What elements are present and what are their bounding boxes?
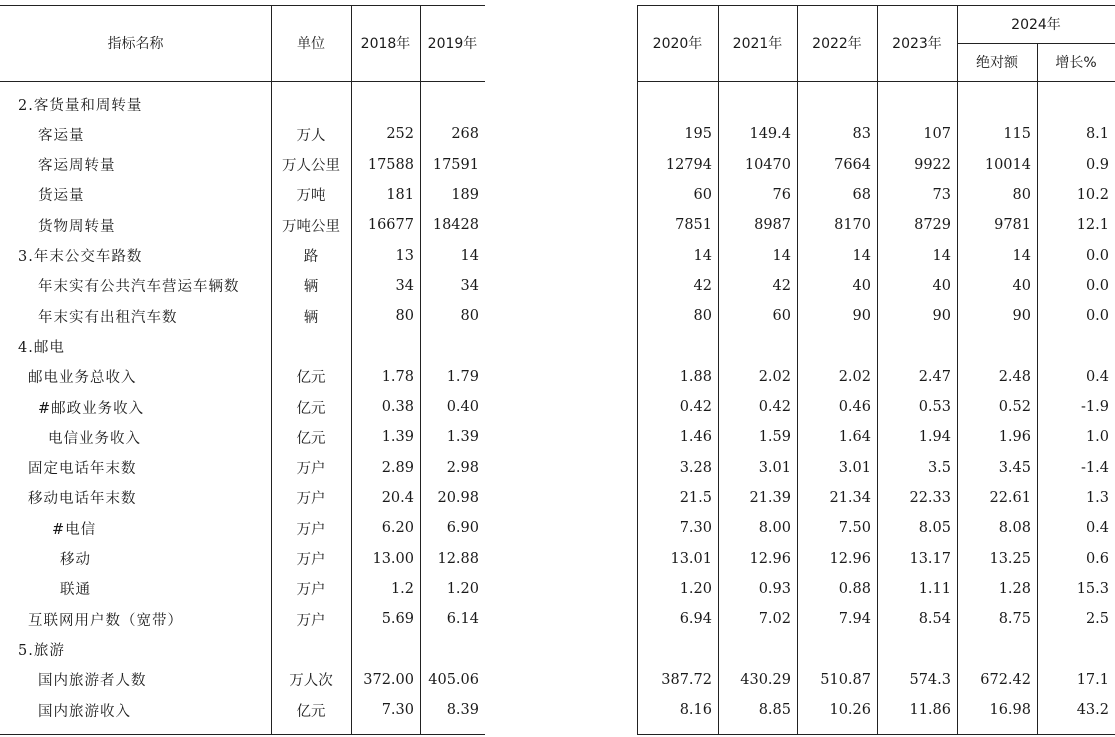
- value-cell: 15.3: [1076, 580, 1109, 597]
- header-absolute-value: 绝对额: [976, 55, 1018, 71]
- value-cell: 17.1: [1076, 671, 1109, 688]
- value-cell: [1037, 89, 1115, 119]
- value-cell: 90: [932, 308, 951, 325]
- value-cell: 7851: [675, 217, 712, 234]
- value-cell: [351, 634, 420, 664]
- value-cell: 430.29: [740, 671, 791, 688]
- value-cell: 34: [395, 277, 414, 294]
- unit-cell: [271, 331, 351, 361]
- value-cell: 8.1: [1085, 126, 1109, 143]
- value-cell: 83: [852, 126, 871, 143]
- value-cell: 43.2: [1076, 702, 1109, 718]
- table-row: [637, 513, 1115, 543]
- value-cell: 2.89: [381, 459, 414, 476]
- indicator-name: 2.客货量和周转量: [18, 97, 143, 114]
- value-cell: 8.16: [679, 702, 712, 718]
- indicator-name: 3.年末公交车路数: [18, 249, 143, 265]
- value-cell: 14: [772, 247, 791, 264]
- value-cell: 181: [386, 186, 414, 203]
- value-cell: 0.42: [679, 399, 712, 415]
- value-cell: 2.02: [758, 368, 791, 385]
- value-cell: 574.3: [909, 671, 951, 688]
- value-cell: 13.17: [909, 550, 951, 567]
- table-row: [637, 241, 1115, 271]
- value-cell: 1.3: [1085, 489, 1109, 506]
- value-cell: [420, 89, 485, 119]
- value-cell: [797, 634, 877, 664]
- unit-cell: 万户: [296, 491, 326, 508]
- header-growth-percent: 增长%: [1055, 55, 1097, 71]
- value-cell: [718, 89, 797, 119]
- value-cell: 1.96: [998, 429, 1031, 446]
- value-cell: 1.78: [381, 368, 414, 385]
- table-row: [0, 422, 485, 452]
- indicator-name: 年末实有公共汽车营运车辆数: [38, 279, 240, 296]
- value-cell: 1.39: [446, 429, 479, 446]
- value-cell: 0.0: [1085, 277, 1109, 294]
- value-cell: 6.20: [381, 520, 414, 537]
- unit-cell: 万户: [296, 552, 326, 568]
- table-row: [0, 89, 485, 119]
- indicator-name: 互联网用户数（宽带）: [28, 612, 183, 629]
- table-row: [637, 150, 1115, 180]
- value-cell: 10470: [744, 156, 791, 173]
- value-cell: 8170: [834, 217, 871, 234]
- value-cell: 1.46: [679, 429, 712, 446]
- value-cell: 189: [451, 186, 479, 203]
- table-row: [637, 271, 1115, 301]
- value-cell: 3.01: [758, 459, 791, 476]
- header-year-2019: 2019年: [427, 36, 478, 52]
- value-cell: [1037, 331, 1115, 361]
- indicator-name: 货运量: [38, 188, 85, 205]
- value-cell: [718, 331, 797, 361]
- table-row: [0, 301, 485, 331]
- table-row: [637, 331, 1115, 361]
- table-row: [0, 544, 485, 574]
- value-cell: [637, 634, 718, 664]
- value-cell: 1.88: [679, 368, 712, 385]
- table-row: [0, 362, 485, 392]
- value-cell: 1.39: [381, 429, 414, 446]
- value-cell: 0.6: [1085, 550, 1109, 567]
- value-cell: 1.94: [918, 429, 951, 446]
- value-cell: 149.4: [749, 126, 791, 143]
- value-cell: [957, 89, 1037, 119]
- indicator-name: 年末实有出租汽车数: [38, 309, 178, 326]
- table-row: [0, 392, 485, 422]
- unit-cell: 路: [303, 249, 319, 265]
- table-row: [637, 634, 1115, 664]
- table-row: [0, 210, 485, 240]
- table-row: [0, 453, 485, 483]
- value-cell: 40: [1012, 277, 1031, 294]
- table-row: [0, 119, 485, 149]
- value-cell: 10.26: [829, 702, 871, 718]
- unit-cell: 万户: [296, 612, 326, 629]
- value-cell: 2.98: [446, 459, 479, 476]
- table-row: [637, 544, 1115, 574]
- table-row: [0, 271, 485, 301]
- indicator-name: 客运周转量: [38, 158, 116, 175]
- value-cell: 1.0: [1085, 429, 1109, 446]
- table-row: [637, 392, 1115, 422]
- value-cell: 3.5: [927, 459, 951, 476]
- value-cell: 6.94: [679, 611, 712, 628]
- unit-cell: [271, 634, 351, 664]
- unit-cell: 万人: [296, 127, 326, 144]
- value-cell: 0.4: [1085, 520, 1109, 537]
- value-cell: 252: [386, 126, 414, 143]
- value-cell: 42: [772, 277, 791, 294]
- value-cell: 14: [932, 247, 951, 264]
- value-cell: 8.75: [998, 611, 1031, 628]
- value-cell: 0.52: [998, 399, 1031, 415]
- table-row: [637, 89, 1115, 119]
- bottom-rule: [0, 734, 485, 735]
- value-cell: 12794: [665, 156, 712, 173]
- value-cell: 73: [932, 186, 951, 203]
- value-cell: 21.39: [749, 489, 791, 506]
- table-row: [0, 695, 485, 725]
- value-cell: 9781: [994, 217, 1031, 234]
- value-cell: 1.64: [838, 429, 871, 446]
- indicator-name: 货物周转量: [38, 218, 116, 235]
- unit-cell: 万户: [296, 461, 326, 478]
- indicator-name: 移动电话年末数: [28, 491, 137, 508]
- unit-cell: 万人公里: [282, 158, 340, 175]
- value-cell: 0.53: [918, 399, 951, 415]
- table-row: [637, 695, 1115, 725]
- indicator-name: 5.旅游: [18, 642, 65, 659]
- table-row: [637, 362, 1115, 392]
- value-cell: 8.54: [918, 611, 951, 628]
- value-cell: [957, 331, 1037, 361]
- unit-cell: 亿元: [296, 430, 326, 447]
- value-cell: 1.20: [446, 580, 479, 597]
- value-cell: 16.98: [989, 702, 1031, 718]
- value-cell: 107: [923, 126, 951, 143]
- value-cell: 3.01: [838, 459, 871, 476]
- value-cell: 8.39: [446, 702, 479, 718]
- value-cell: [1037, 634, 1115, 664]
- value-cell: 14: [460, 247, 479, 264]
- unit-cell: 辆: [303, 309, 319, 326]
- value-cell: 90: [1012, 308, 1031, 325]
- value-cell: [351, 89, 420, 119]
- bottom-rule: [637, 734, 1115, 735]
- value-cell: [637, 89, 718, 119]
- value-cell: 8.08: [998, 520, 1031, 537]
- table-row: [0, 665, 485, 695]
- unit-cell: 万户: [296, 521, 326, 538]
- value-cell: [877, 634, 957, 664]
- value-cell: 13.25: [989, 550, 1031, 567]
- indicator-name: 客运量: [38, 127, 85, 144]
- value-cell: 1.79: [446, 368, 479, 385]
- value-cell: 9922: [914, 156, 951, 173]
- indicator-name: 国内旅游收入: [38, 703, 131, 720]
- unit-cell: 万人次: [289, 673, 333, 690]
- value-cell: 10014: [984, 156, 1031, 173]
- table-row: [637, 180, 1115, 210]
- value-cell: 6.90: [446, 520, 479, 537]
- table-row: [0, 574, 485, 604]
- unit-cell: 辆: [303, 279, 319, 296]
- header-indicator-name: 指标名称: [107, 36, 164, 52]
- value-cell: 60: [693, 186, 712, 203]
- value-cell: 12.96: [749, 550, 791, 567]
- indicator-name: 移动: [60, 552, 91, 568]
- table-row: [637, 665, 1115, 695]
- value-cell: 18428: [432, 217, 479, 234]
- header-year-2021: 2021年: [732, 36, 783, 52]
- value-cell: 21.5: [679, 489, 712, 506]
- indicator-name: 国内旅游者人数: [38, 673, 147, 690]
- value-cell: 6.14: [446, 611, 479, 628]
- value-cell: 10.2: [1076, 186, 1109, 203]
- table-row: [637, 604, 1115, 634]
- value-cell: 0.40: [446, 399, 479, 415]
- value-cell: 14: [693, 247, 712, 264]
- value-cell: 17591: [432, 156, 479, 173]
- value-cell: 14: [1012, 247, 1031, 264]
- value-cell: 3.45: [998, 459, 1031, 476]
- header-year-2020: 2020年: [652, 36, 703, 52]
- value-cell: 7.02: [758, 611, 791, 628]
- value-cell: [797, 331, 877, 361]
- table-row: [0, 331, 485, 361]
- value-cell: 2.02: [838, 368, 871, 385]
- value-cell: 387.72: [661, 671, 712, 688]
- value-cell: 0.9: [1085, 156, 1109, 173]
- table-row: [637, 483, 1115, 513]
- value-cell: [420, 331, 485, 361]
- value-cell: 510.87: [820, 671, 871, 688]
- table-row: [0, 241, 485, 271]
- value-cell: 7.94: [838, 611, 871, 628]
- value-cell: 405.06: [428, 671, 479, 688]
- header-rule: [0, 81, 485, 82]
- unit-cell: 亿元: [296, 703, 326, 720]
- value-cell: 195: [684, 126, 712, 143]
- value-cell: 7.50: [838, 520, 871, 537]
- indicator-name: 电信业务收入: [48, 430, 141, 447]
- unit-cell: 亿元: [296, 400, 326, 417]
- value-cell: 80: [1012, 186, 1031, 203]
- value-cell: 1.28: [998, 580, 1031, 597]
- value-cell: [957, 634, 1037, 664]
- value-cell: 268: [451, 126, 479, 143]
- value-cell: 60: [772, 308, 791, 325]
- value-cell: 12.96: [829, 550, 871, 567]
- value-cell: 42: [693, 277, 712, 294]
- value-cell: 76: [772, 186, 791, 203]
- value-cell: 40: [932, 277, 951, 294]
- value-cell: 13.00: [372, 550, 414, 567]
- header-unit: 单位: [297, 36, 325, 52]
- value-cell: 372.00: [363, 671, 414, 688]
- unit-cell: 万吨公里: [282, 218, 340, 235]
- value-cell: 0.4: [1085, 368, 1109, 385]
- indicator-name: 邮电业务总收入: [28, 370, 137, 387]
- value-cell: 20.4: [381, 489, 414, 506]
- value-cell: 80: [460, 308, 479, 325]
- value-cell: [877, 89, 957, 119]
- value-cell: 12.1: [1076, 217, 1109, 234]
- table-row: [0, 483, 485, 513]
- value-cell: 8987: [754, 217, 791, 234]
- value-cell: 8.00: [758, 520, 791, 537]
- value-cell: 7664: [834, 156, 871, 173]
- header-year-2018: 2018年: [360, 36, 411, 52]
- value-cell: [797, 89, 877, 119]
- value-cell: 22.61: [989, 489, 1031, 506]
- table-row: [0, 513, 485, 543]
- table-row: [637, 119, 1115, 149]
- table-row: [0, 180, 485, 210]
- indicator-name: 联通: [60, 582, 91, 599]
- header-year-2024: 2024年: [1011, 17, 1061, 33]
- value-cell: 12.88: [437, 550, 479, 567]
- value-cell: 21.34: [829, 489, 871, 506]
- value-cell: 0.42: [758, 399, 791, 415]
- value-cell: 22.33: [909, 489, 951, 506]
- value-cell: 0.46: [838, 399, 871, 415]
- value-cell: 0.38: [381, 399, 414, 415]
- value-cell: 34: [460, 277, 479, 294]
- value-cell: 115: [1003, 126, 1031, 143]
- value-cell: 0.88: [838, 580, 871, 597]
- table-row: [637, 453, 1115, 483]
- value-cell: 7.30: [381, 702, 414, 718]
- value-cell: 1.20: [679, 580, 712, 597]
- value-cell: 8729: [914, 217, 951, 234]
- table-row: [637, 422, 1115, 452]
- value-cell: 2.47: [918, 368, 951, 385]
- value-cell: [351, 331, 420, 361]
- header-rule: [637, 81, 1115, 82]
- table-row: [637, 301, 1115, 331]
- value-cell: [877, 331, 957, 361]
- value-cell: [637, 331, 718, 361]
- value-cell: 2.48: [998, 368, 1031, 385]
- indicator-name: #电信: [52, 521, 97, 538]
- value-cell: 0.93: [758, 580, 791, 597]
- value-cell: 20.98: [437, 489, 479, 506]
- value-cell: 80: [395, 308, 414, 325]
- value-cell: 80: [693, 308, 712, 325]
- unit-cell: 万吨: [296, 188, 326, 205]
- value-cell: -1.4: [1081, 459, 1109, 476]
- table-row: [0, 634, 485, 664]
- value-cell: 7.30: [679, 520, 712, 537]
- value-cell: 13.01: [670, 550, 712, 567]
- value-cell: [420, 634, 485, 664]
- unit-cell: 万户: [296, 582, 326, 599]
- value-cell: 11.86: [909, 702, 951, 718]
- value-cell: 0.0: [1085, 308, 1109, 325]
- unit-cell: 亿元: [296, 370, 326, 387]
- indicator-name: #邮政业务收入: [38, 400, 145, 417]
- header-year-2023: 2023年: [892, 36, 942, 52]
- table-row: [0, 604, 485, 634]
- value-cell: 0.0: [1085, 247, 1109, 264]
- value-cell: [718, 634, 797, 664]
- value-cell: 1.2: [390, 580, 414, 597]
- value-cell: 40: [852, 277, 871, 294]
- value-cell: 68: [852, 186, 871, 203]
- value-cell: 672.42: [980, 671, 1031, 688]
- table-row: [0, 150, 485, 180]
- value-cell: 90: [852, 308, 871, 325]
- value-cell: 8.05: [918, 520, 951, 537]
- value-cell: 16677: [367, 217, 414, 234]
- value-cell: 1.11: [918, 580, 951, 597]
- value-cell: 17588: [367, 156, 414, 173]
- value-cell: 8.85: [758, 702, 791, 718]
- value-cell: 1.59: [758, 429, 791, 446]
- indicator-name: 固定电话年末数: [28, 461, 137, 478]
- table-row: [637, 210, 1115, 240]
- indicator-name: 4.邮电: [18, 339, 65, 356]
- value-cell: 5.69: [381, 611, 414, 628]
- value-cell: 2.5: [1085, 611, 1109, 628]
- value-cell: 14: [852, 247, 871, 264]
- value-cell: 13: [395, 247, 414, 264]
- value-cell: 3.28: [679, 459, 712, 476]
- unit-cell: [271, 89, 351, 119]
- value-cell: -1.9: [1081, 399, 1109, 415]
- table-row: [637, 574, 1115, 604]
- header-year-2022: 2022年: [812, 36, 862, 52]
